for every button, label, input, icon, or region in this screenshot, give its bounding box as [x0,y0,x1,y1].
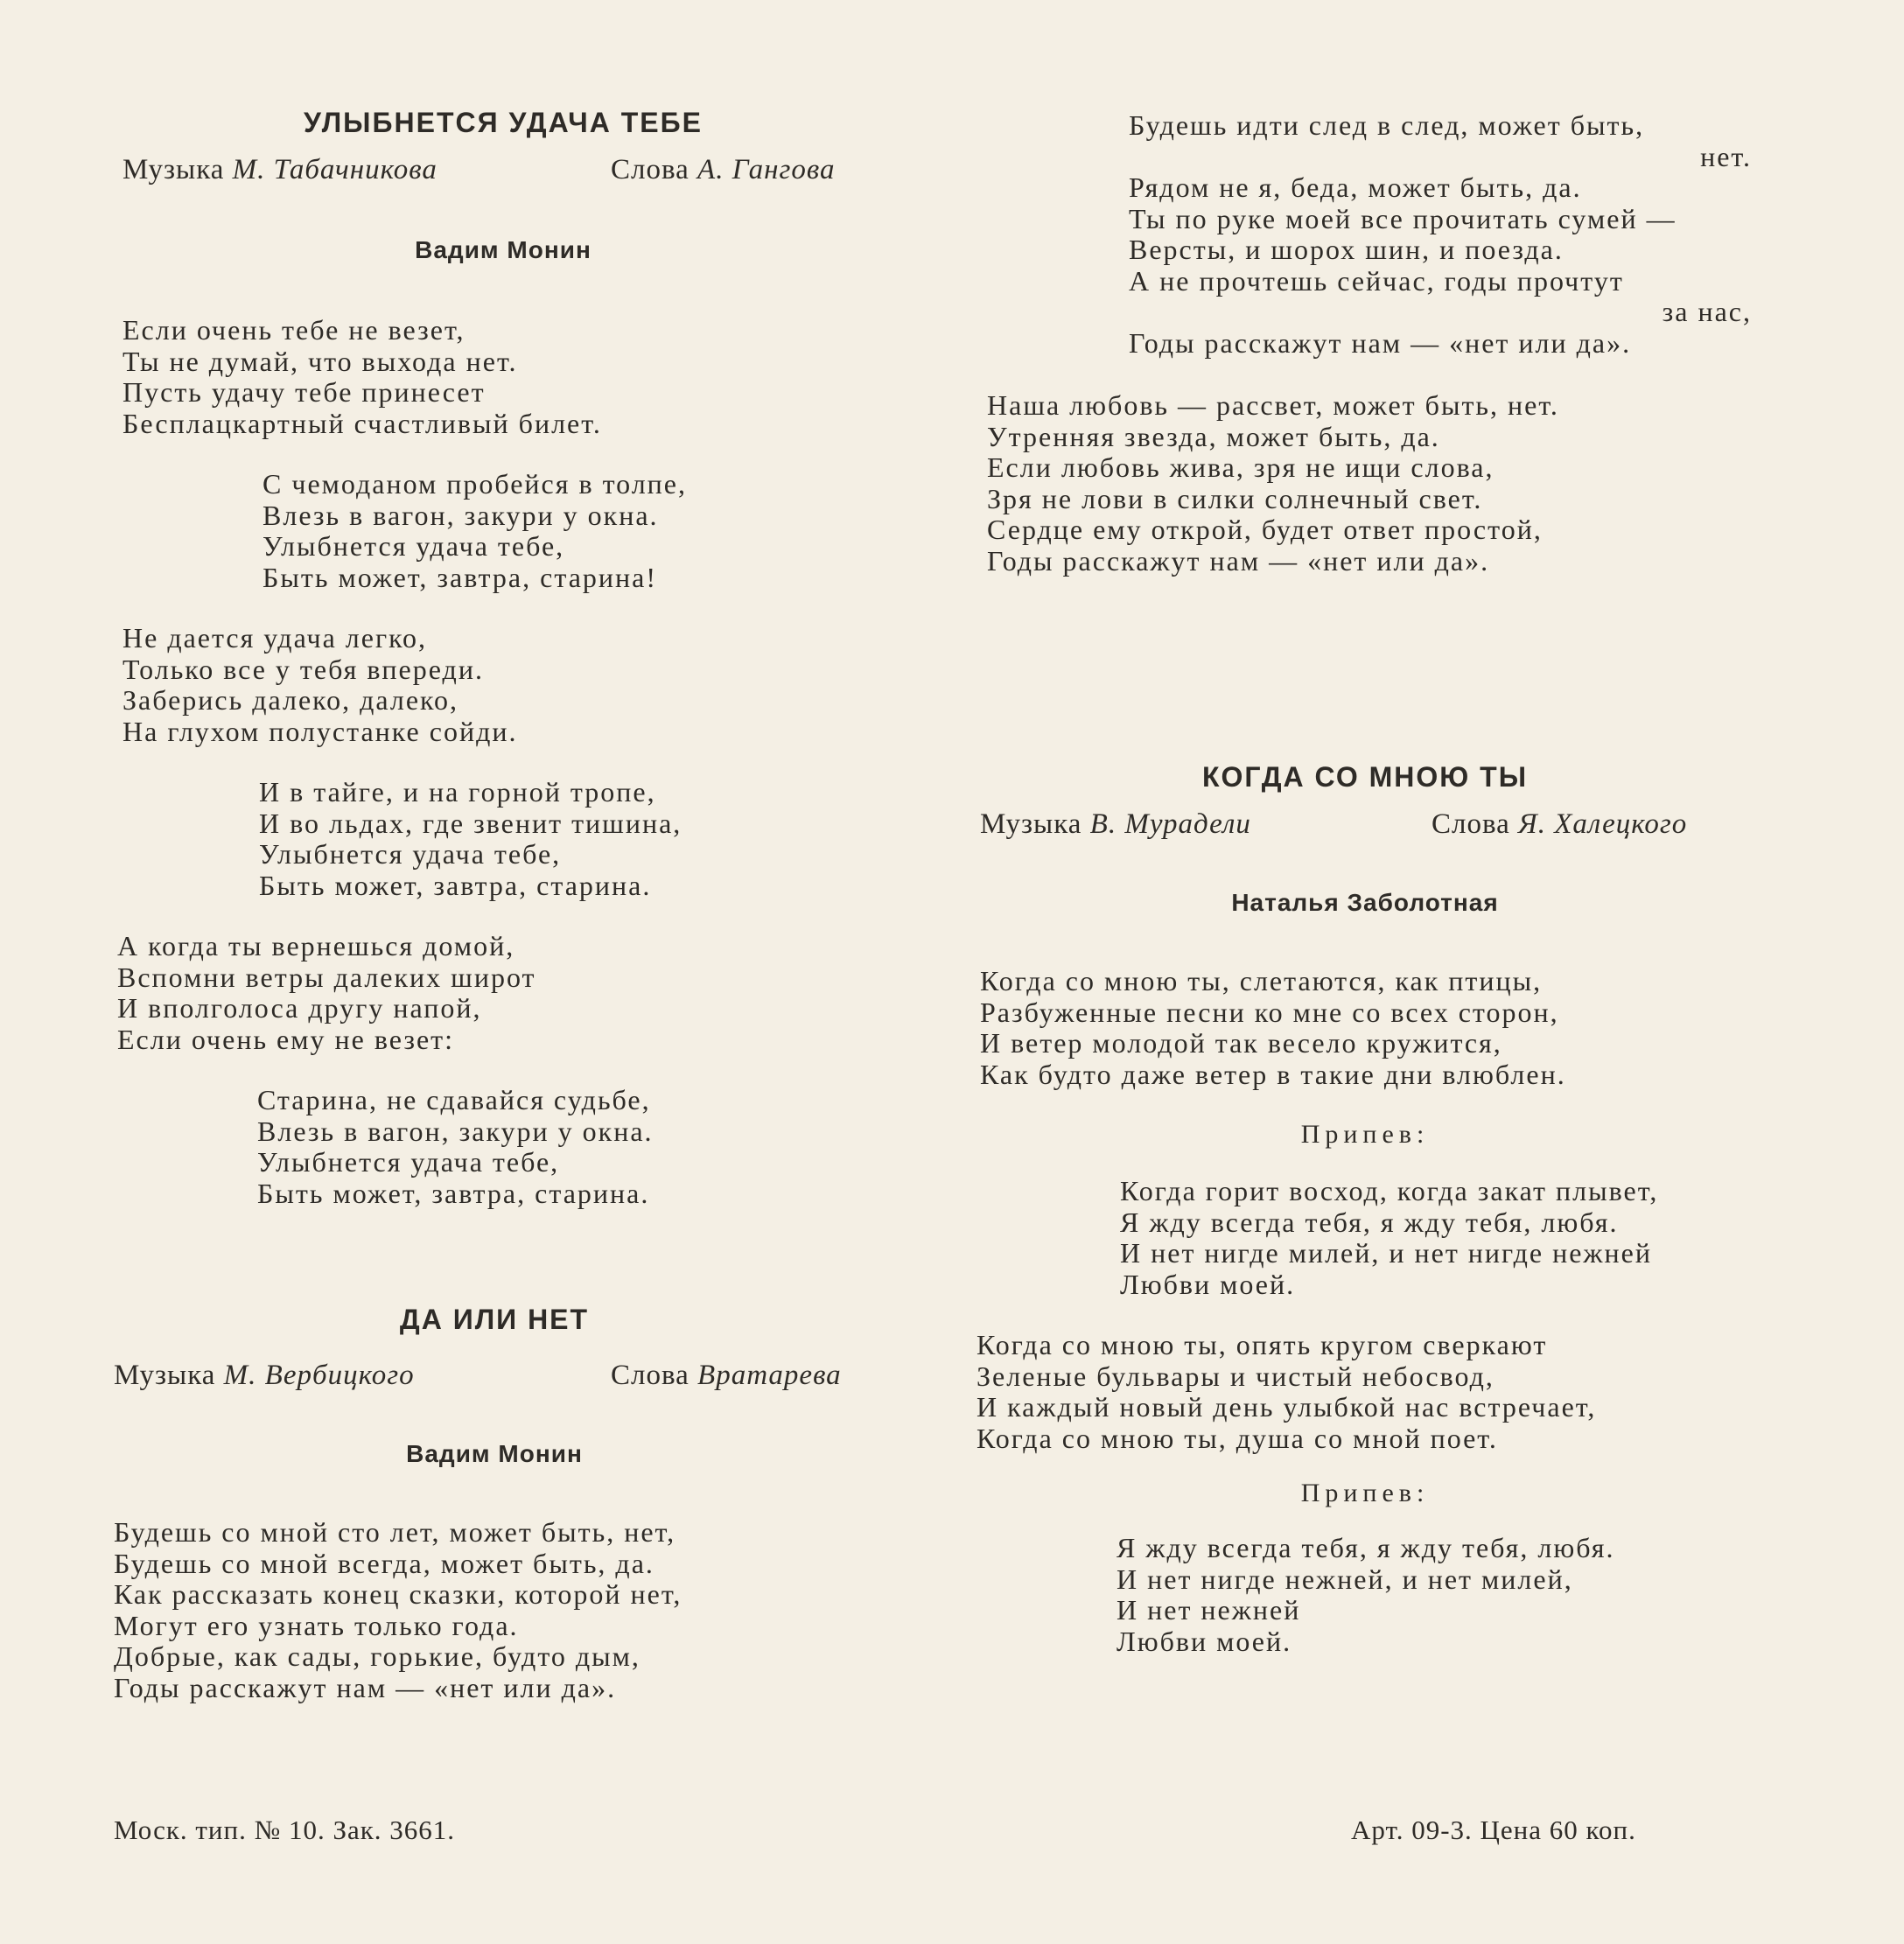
refrain [1116,1533,1614,1657]
song-title: ДА ИЛИ НЕТ [399,1304,590,1335]
performer: Наталья Заболотная [1231,889,1499,916]
lyric-line: Зря не лови в силки солнечный свет. [987,482,1483,514]
refrain-label: Припев: [1300,1120,1430,1149]
lyric-line-continuation: за нас, [1662,296,1752,327]
lyric-line: Быть может, завтра, старина. [257,1177,650,1209]
composer: В. Мурадели [1089,808,1251,840]
lyric-line: Вспомни ветры далеких широт [117,961,536,993]
lyric-line: А когда ты вернешься домой, [117,930,515,962]
stanza [259,777,682,901]
lyric-line: Не дается удача легко, [122,622,427,654]
lyric-line: И вполголоса другу напой, [117,992,482,1024]
lyric-line: Улыбнется удача тебе, [257,1146,560,1178]
lyric-line: Я жду всегда тебя, я жду тебя, любя. [1116,1532,1615,1563]
song-credits-music [122,154,438,186]
printer-imprint: Моск. тип. № 10. Зак. 3661. [114,1815,456,1845]
lyric-line: И нет нигде нежней, и нет милей, [1116,1563,1573,1595]
composer: М. Табачникова [232,154,438,185]
lyric-line: Улыбнется удача тебе, [262,530,565,562]
lyric-line: Ты не думай, что выхода нет. [122,345,518,377]
lyric-line: И ветер молодой так весело кружится, [980,1027,1502,1059]
lyric-line: Бесплацкартный счастливый билет. [122,407,602,439]
lyric-line: И во льдах, где звенит тишина, [259,807,682,839]
lyric-line: С чемоданом пробейся в толпе, [262,468,687,500]
stanza [257,1085,654,1209]
lyric-line: Любви моей. [1116,1625,1292,1657]
lyric-line: Только все у тебя впереди. [122,653,484,685]
lyric-line: Когда со мною ты, опять кругом сверкают [976,1329,1548,1360]
song-credits-music [980,808,1251,841]
stanza [1129,110,1752,359]
lyric-line: Когда со мною ты, слетаются, как птицы, [980,965,1543,996]
stanza [122,315,602,439]
lyric-line: Быть может, завтра, старина. [259,869,652,901]
lyric-line: И нет нежней [1116,1594,1301,1626]
lyric-line: Будешь со мной сто лет, может быть, нет, [114,1516,676,1548]
lyric-line: Старина, не сдавайся судьбе, [257,1084,651,1115]
stanza [987,390,1559,577]
lyric-line: И в тайге, и на горной тропе, [259,776,656,808]
lyricist: А. Гангова [697,154,836,185]
song-title: КОГДА СО МНОЮ ТЫ [1201,761,1529,793]
verse [980,966,1566,1090]
lyric-line: Если очень ему не везет: [117,1023,455,1055]
lyric-line: Годы расскажут нам — «нет или да». [1129,326,1632,359]
composer: М. Вербицкого [223,1360,415,1391]
lyric-line: Годы расскажут нам — «нет или да». [114,1671,617,1703]
stanza [114,1517,682,1703]
lyric-line: Когда горит восход, когда закат плывет, [1120,1175,1659,1206]
lyric-line: Быть может, завтра, старина! [262,561,657,593]
lyric-line: Зеленые бульвары и чистый небосвод, [976,1360,1494,1392]
stanza [117,931,536,1055]
performer: Вадим Монин [406,1440,583,1467]
lyric-line: Если очень тебе не везет, [122,314,466,346]
lyric-line: Когда со мною ты, душа со мной поет. [976,1422,1498,1454]
lyric-line: И каждый новый день улыбкой нас встречает, [976,1391,1597,1423]
lyric-line: Влезь в вагон, закури у окна. [257,1115,654,1147]
price-imprint: Арт. 09-3. Цена 60 коп. [1351,1815,1636,1845]
lyric-line: Если любовь жива, зря не ищи слова, [987,451,1494,483]
song-credits-words [611,154,835,186]
lyric-line: И нет нигде милей, и нет нигде нежней [1120,1237,1652,1269]
music-label: Музыка [114,1360,216,1391]
lyric-line: А не прочтешь сейчас, годы прочтут [1129,264,1624,297]
words-label: Слова [611,1360,690,1391]
lyric-line: Как рассказать конец сказки, которой нет, [114,1578,682,1610]
words-label: Слова [611,154,690,185]
lyric-line: Будешь идти след в след, может быть, [1129,109,1645,141]
song-title: УЛЫБНЕТСЯ УДАЧА ТЕБЕ [304,107,703,138]
stanza [122,623,517,747]
lyricist: Вратарева [697,1360,842,1391]
lyric-line: Я жду всегда тебя, я жду тебя, любя. [1120,1206,1619,1238]
lyric-line-continuation: нет. [1700,140,1752,172]
lyricist: Я. Халецкого [1518,808,1688,840]
lyric-line: Любви моей. [1120,1268,1296,1300]
song-credits-words [1432,808,1687,841]
lyric-line: Утренняя звезда, может быть, да. [987,420,1440,452]
lyric-line: Добрые, как сады, горькие, будто дым, [114,1640,640,1672]
refrain [1120,1176,1658,1300]
lyric-line: Пусть удачу тебе принесет [122,376,486,408]
stanza [262,469,687,593]
lyric-line: Сердце ему открой, будет ответ простой, [987,514,1543,545]
lyric-line: Улыбнется удача тебе, [259,838,562,870]
lyric-line: Годы расскажут нам — «нет или да». [987,544,1490,577]
song-credits-music [114,1360,415,1392]
words-label: Слова [1432,808,1510,840]
verse [976,1330,1596,1454]
lyric-line: Будешь со мной всегда, может быть, да. [114,1547,654,1579]
performer: Вадим Монин [415,236,592,263]
lyric-line: Заберись далеко, далеко, [122,684,458,716]
music-label: Музыка [980,808,1082,840]
lyric-line: Разбуженные песни ко мне со всех сторон, [980,996,1559,1028]
lyric-line: Как будто даже ветер в такие дни влюблен. [980,1058,1566,1090]
music-label: Музыка [122,154,225,185]
song-credits-words [611,1360,842,1392]
lyric-line: Рядом не я, беда, может быть, да. [1129,171,1582,203]
lyric-line: На глухом полустанке сойди. [122,715,518,747]
lyric-line: Ты по руке моей все прочитать сумей — [1129,202,1676,234]
lyric-line: Влезь в вагон, закури у окна. [262,499,659,531]
lyric-line: Версты, и шорох шин, и поезда. [1129,234,1564,265]
lyric-line: Могут его узнать только года. [114,1609,519,1641]
lyric-line: Наша любовь — рассвет, может быть, нет. [987,389,1559,421]
refrain-label: Припев: [1300,1479,1430,1507]
